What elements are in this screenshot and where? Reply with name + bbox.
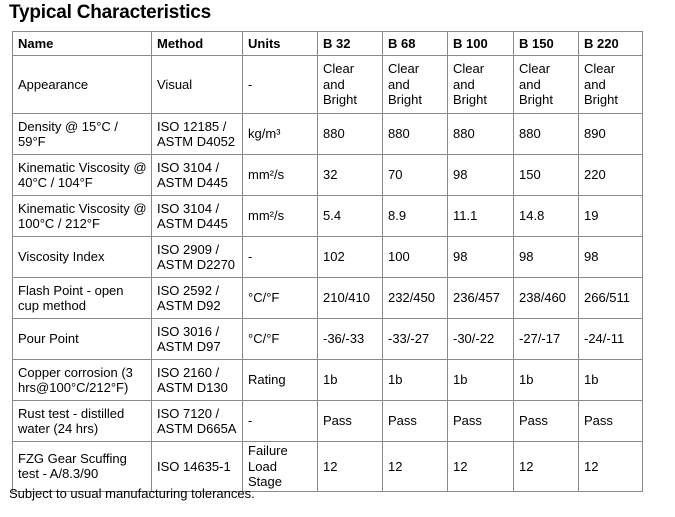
cell-b32: 1b bbox=[318, 360, 383, 401]
cell-units: - bbox=[243, 401, 318, 442]
cell-units: °C/°F bbox=[243, 278, 318, 319]
cell-b220: 12 bbox=[579, 442, 643, 492]
cell-name: Appearance bbox=[13, 56, 152, 114]
cell-b100: 11.1 bbox=[448, 196, 514, 237]
cell-b32: -36/-33 bbox=[318, 319, 383, 360]
table-row bbox=[13, 401, 643, 442]
cell-b100: 98 bbox=[448, 237, 514, 278]
header-name: Name bbox=[13, 32, 152, 56]
cell-b100: Pass bbox=[448, 401, 514, 442]
cell-b220: 266/511 bbox=[579, 278, 643, 319]
cell-b150: 14.8 bbox=[514, 196, 579, 237]
cell-b32: Clear and Bright bbox=[318, 56, 383, 114]
cell-b68: 70 bbox=[383, 155, 448, 196]
cell-method: ISO 7120 / ASTM D665A bbox=[152, 401, 243, 442]
cell-b68: 232/450 bbox=[383, 278, 448, 319]
cell-units: - bbox=[243, 56, 318, 114]
cell-b220: -24/-11 bbox=[579, 319, 643, 360]
cell-units: mm²/s bbox=[243, 196, 318, 237]
cell-method: ISO 2909 / ASTM D2270 bbox=[152, 237, 243, 278]
header-row bbox=[13, 32, 643, 56]
cell-b68: 8.9 bbox=[383, 196, 448, 237]
cell-name: FZG Gear Scuffing test - A/8.3/90 bbox=[13, 442, 152, 492]
cell-b32: 210/410 bbox=[318, 278, 383, 319]
cell-b150: 880 bbox=[514, 114, 579, 155]
cell-b220: Clear and Bright bbox=[579, 56, 643, 114]
cell-b100: -30/-22 bbox=[448, 319, 514, 360]
cell-b220: 1b bbox=[579, 360, 643, 401]
footnote: Subject to usual manufacturing tolerances. bbox=[9, 486, 255, 501]
cell-b68: 100 bbox=[383, 237, 448, 278]
cell-units: Rating bbox=[243, 360, 318, 401]
header-b32: B 32 bbox=[318, 32, 383, 56]
cell-b100: Clear and Bright bbox=[448, 56, 514, 114]
cell-b150: 98 bbox=[514, 237, 579, 278]
table-row bbox=[13, 56, 643, 114]
cell-name: Density @ 15°C / 59°F bbox=[13, 114, 152, 155]
header-b68: B 68 bbox=[383, 32, 448, 56]
cell-units: °C/°F bbox=[243, 319, 318, 360]
cell-method: ISO 14635-1 bbox=[152, 442, 243, 492]
cell-b220: 19 bbox=[579, 196, 643, 237]
cell-b150: 238/460 bbox=[514, 278, 579, 319]
header-method: Method bbox=[152, 32, 243, 56]
header-units: Units bbox=[243, 32, 318, 56]
table-row bbox=[13, 155, 643, 196]
cell-name: Kinematic Viscosity @ 40°C / 104°F bbox=[13, 155, 152, 196]
header-b100: B 100 bbox=[448, 32, 514, 56]
table-row bbox=[13, 442, 643, 492]
cell-b220: Pass bbox=[579, 401, 643, 442]
table-row bbox=[13, 319, 643, 360]
header-b150: B 150 bbox=[514, 32, 579, 56]
cell-b150: Pass bbox=[514, 401, 579, 442]
cell-units: Failure Load Stage bbox=[243, 442, 318, 492]
cell-b32: 880 bbox=[318, 114, 383, 155]
cell-b32: 102 bbox=[318, 237, 383, 278]
cell-method: ISO 2592 / ASTM D92 bbox=[152, 278, 243, 319]
cell-name: Copper corrosion (3 hrs@100°C/212°F) bbox=[13, 360, 152, 401]
cell-b32: 12 bbox=[318, 442, 383, 492]
cell-units: kg/m³ bbox=[243, 114, 318, 155]
cell-b150: 150 bbox=[514, 155, 579, 196]
cell-b100: 1b bbox=[448, 360, 514, 401]
cell-name: Viscosity Index bbox=[13, 237, 152, 278]
table-row bbox=[13, 278, 643, 319]
table-row bbox=[13, 114, 643, 155]
cell-name: Kinematic Viscosity @ 100°C / 212°F bbox=[13, 196, 152, 237]
cell-name: Rust test - distilled water (24 hrs) bbox=[13, 401, 152, 442]
cell-b32: Pass bbox=[318, 401, 383, 442]
cell-b32: 5.4 bbox=[318, 196, 383, 237]
table-row bbox=[13, 360, 643, 401]
cell-method: ISO 3104 / ASTM D445 bbox=[152, 196, 243, 237]
cell-b220: 220 bbox=[579, 155, 643, 196]
cell-b68: 1b bbox=[383, 360, 448, 401]
cell-b32: 32 bbox=[318, 155, 383, 196]
cell-b100: 12 bbox=[448, 442, 514, 492]
cell-b150: -27/-17 bbox=[514, 319, 579, 360]
table-row bbox=[13, 196, 643, 237]
cell-b68: Pass bbox=[383, 401, 448, 442]
cell-b100: 880 bbox=[448, 114, 514, 155]
cell-b220: 890 bbox=[579, 114, 643, 155]
cell-b100: 98 bbox=[448, 155, 514, 196]
cell-method: ISO 3104 / ASTM D445 bbox=[152, 155, 243, 196]
cell-b68: 12 bbox=[383, 442, 448, 492]
section-title: Typical Characteristics bbox=[9, 2, 212, 23]
table-row bbox=[13, 237, 643, 278]
cell-units: mm²/s bbox=[243, 155, 318, 196]
cell-b100: 236/457 bbox=[448, 278, 514, 319]
cell-method: ISO 12185 / ASTM D4052 bbox=[152, 114, 243, 155]
cell-method: ISO 3016 / ASTM D97 bbox=[152, 319, 243, 360]
cell-method: Visual bbox=[152, 56, 243, 114]
cell-b150: Clear and Bright bbox=[514, 56, 579, 114]
cell-units: - bbox=[243, 237, 318, 278]
cell-b68: 880 bbox=[383, 114, 448, 155]
cell-b150: 12 bbox=[514, 442, 579, 492]
characteristics-table bbox=[12, 31, 643, 492]
cell-b68: -33/-27 bbox=[383, 319, 448, 360]
cell-b68: Clear and Bright bbox=[383, 56, 448, 114]
cell-name: Flash Point - open cup method bbox=[13, 278, 152, 319]
cell-b220: 98 bbox=[579, 237, 643, 278]
cell-b150: 1b bbox=[514, 360, 579, 401]
cell-name: Pour Point bbox=[13, 319, 152, 360]
cell-method: ISO 2160 / ASTM D130 bbox=[152, 360, 243, 401]
header-b220: B 220 bbox=[579, 32, 643, 56]
